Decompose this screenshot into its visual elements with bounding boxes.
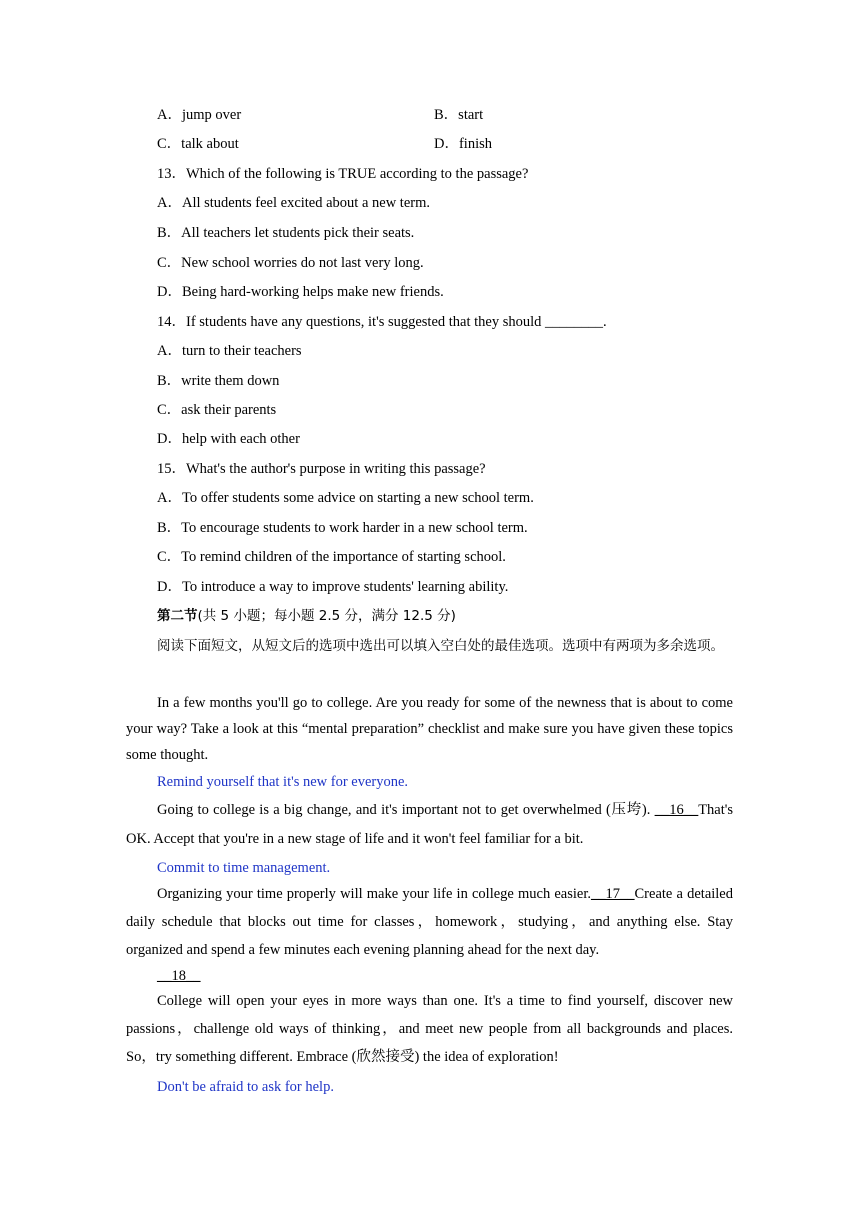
q14-option-d: D．help with each other	[157, 431, 300, 447]
q14-stem: 14．If students have any questions, it's suggested that they should ________.	[157, 314, 607, 330]
section-heading-score: (共 5 小题；每小题 2.5 分，满分 12.5 分)	[197, 608, 456, 624]
q13-option-d: D．Being hard-working helps make new friends.	[157, 284, 444, 300]
q13-option-c: C．New school worries do not last very long.	[157, 255, 424, 271]
q14-option-a: A．turn to their teachers	[157, 343, 302, 359]
q15-option-a: A．To offer students some advice on starting a new school term.	[157, 490, 534, 506]
q15-option-d: D．To introduce a way to improve students' learning ability.	[157, 579, 509, 595]
passage-subheading-1: Remind yourself that it's new for everyone.	[157, 774, 409, 790]
q12-option-b: B．start	[434, 107, 484, 123]
q14-option-b: B．write them down	[157, 373, 280, 389]
passage-intro: In a few months you'll go to college. Are you ready for some of the newness that is about to come your way? Take a look at this “mental preparation” checklist and make sure you have given these topics some thought.	[126, 695, 733, 763]
section-heading-title: 第二节	[157, 608, 198, 624]
q13-stem: 13．Which of the following is TRUE according to the passage?	[157, 166, 529, 182]
q15-stem: 15．What's the author's purpose in writing this passage?	[157, 461, 486, 477]
blank-18: __18__	[157, 968, 201, 984]
blank-16: __16__	[654, 802, 699, 818]
blank-17: __17__	[591, 886, 635, 902]
paragraph-1-text-after: That's OK. Accept that you're in a new stage of life and it won't feel familiar for a bit.	[126, 802, 734, 847]
q12-option-c: C．talk about	[157, 136, 239, 152]
q12-option-d: D．finish	[434, 136, 492, 152]
paragraph-2-text-after: Create a detailed daily schedule that blocks out time for classes，homework，studying，and anything else. Stay organized and spend a few minutes each evening planning ahead for the next day.	[126, 886, 733, 958]
passage-paragraph-2	[126, 880, 733, 964]
passage-subheading-2: Commit to time management.	[157, 860, 331, 876]
section-instruction: 阅读下面短文，从短文后的选项中选出可以填入空白处的最佳选项。选项中有两项为多余选项。	[157, 638, 724, 654]
passage-paragraph-1	[126, 796, 733, 854]
q13-option-a: A．All students feel excited about a new term.	[157, 195, 431, 211]
paragraph-2-text-before: Organizing your time properly will make your life in college much easier.	[157, 886, 592, 902]
q15-option-c: C．To remind children of the importance of starting school.	[157, 549, 506, 565]
passage-subheading-3: Don't be afraid to ask for help.	[157, 1079, 334, 1095]
q14-option-c: C．ask their parents	[157, 402, 277, 418]
paragraph-1-text-before: Going to college is a big change, and it's important not to get overwhelmed (压垮).	[157, 802, 651, 818]
section-heading	[157, 607, 456, 625]
q13-option-b: B．All teachers let students pick their seats.	[157, 225, 415, 241]
q15-option-b: B．To encourage students to work harder in a new school term.	[157, 520, 528, 536]
passage-paragraph-3: College will open your eyes in more ways than one. It's a time to find yourself, discover new passions，challenge old ways of thinking，and meet new people from all backgrounds and places. So，try something different. Embrace (欣然接受) the idea of exploration!	[126, 993, 733, 1065]
q12-option-a: A．jump over	[157, 107, 242, 123]
